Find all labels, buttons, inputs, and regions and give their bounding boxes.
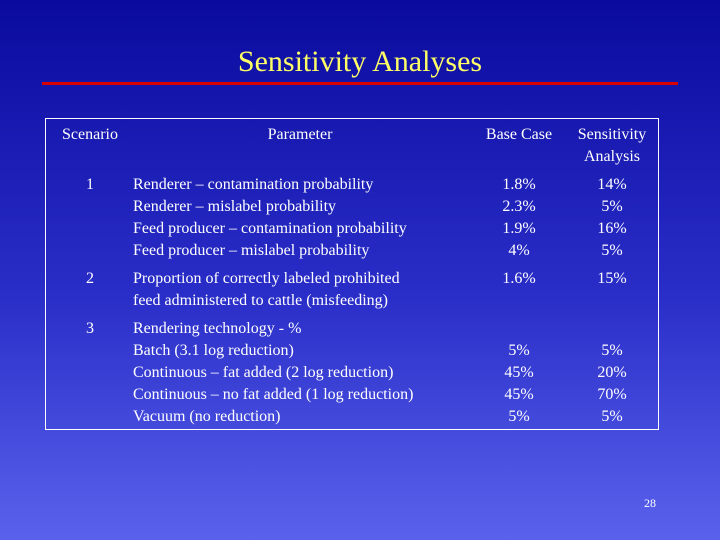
- title-divider: [42, 82, 678, 85]
- row3-parameter-line: Batch (3.1 log reduction): [133, 342, 294, 359]
- row3-parameters: [133, 318, 413, 428]
- row2-parameter-line: feed administered to cattle (misfeeding): [133, 292, 389, 309]
- row1-parameter-line: Renderer – mislabel probability: [133, 198, 337, 215]
- row3-sensitivity-value: 5%: [601, 342, 623, 359]
- row3-sensitivity: [564, 340, 660, 428]
- row3-parameter-line: Vacuum (no reduction): [133, 408, 281, 425]
- row1-sensitivity: [564, 174, 660, 262]
- row2-sensitivity: [564, 268, 660, 290]
- row3-base-value: 5%: [508, 408, 530, 425]
- header-base-case: Base Case: [485, 126, 553, 143]
- row3-base-value: 5%: [508, 342, 530, 359]
- header-sensitivity-line2: Analysis: [584, 148, 640, 165]
- row1-sensitivity-value: 16%: [597, 220, 627, 237]
- row2-base-case: [474, 268, 564, 290]
- row3-parameter-line: Continuous – no fat added (1 log reduction): [133, 386, 414, 403]
- row3-parameter-line: Continuous – fat added (2 log reduction): [133, 364, 394, 381]
- row3-parameter-line: Rendering technology - %: [133, 320, 302, 337]
- row2-scenario: 2: [86, 270, 94, 287]
- row3-sensitivity-value: 20%: [597, 364, 627, 381]
- row3-base-value: 45%: [504, 386, 534, 403]
- row2-base-value: 1.6%: [502, 270, 536, 287]
- row1-base-case: [474, 174, 564, 262]
- row1-scenario: 1: [86, 176, 94, 193]
- row3-sensitivity-value: 5%: [601, 408, 623, 425]
- row3-base-value: 45%: [504, 364, 534, 381]
- row1-base-value: 1.9%: [502, 220, 536, 237]
- slide-title: Sensitivity Analyses: [237, 45, 483, 78]
- row1-parameter-line: Feed producer – mislabel probability: [133, 242, 370, 259]
- row1-sensitivity-value: 5%: [601, 242, 623, 259]
- row1-base-value: 2.3%: [502, 198, 536, 215]
- row1-base-value: 4%: [508, 242, 530, 259]
- row2-sensitivity-value: 15%: [597, 270, 627, 287]
- page-number: 28: [644, 496, 656, 510]
- header-scenario: Scenario: [62, 126, 118, 143]
- row3-base-case: [474, 340, 564, 428]
- row1-parameter-line: Feed producer – contamination probability: [133, 220, 407, 237]
- header-sensitivity-line1: Sensitivity: [577, 126, 647, 143]
- row1-sensitivity-value: 14%: [597, 176, 627, 193]
- header-parameter: Parameter: [267, 126, 333, 143]
- row1-sensitivity-value: 5%: [601, 198, 623, 215]
- row3-scenario: 3: [86, 320, 94, 337]
- row1-parameter-line: Renderer – contamination probability: [133, 176, 374, 193]
- row1-base-value: 1.8%: [502, 176, 536, 193]
- row1-parameters: [133, 174, 407, 262]
- row3-sensitivity-value: 70%: [597, 386, 627, 403]
- row2-parameter-line: Proportion of correctly labeled prohibited: [133, 270, 400, 287]
- row2-parameters: [133, 268, 400, 312]
- header-sensitivity-analysis: [564, 124, 660, 168]
